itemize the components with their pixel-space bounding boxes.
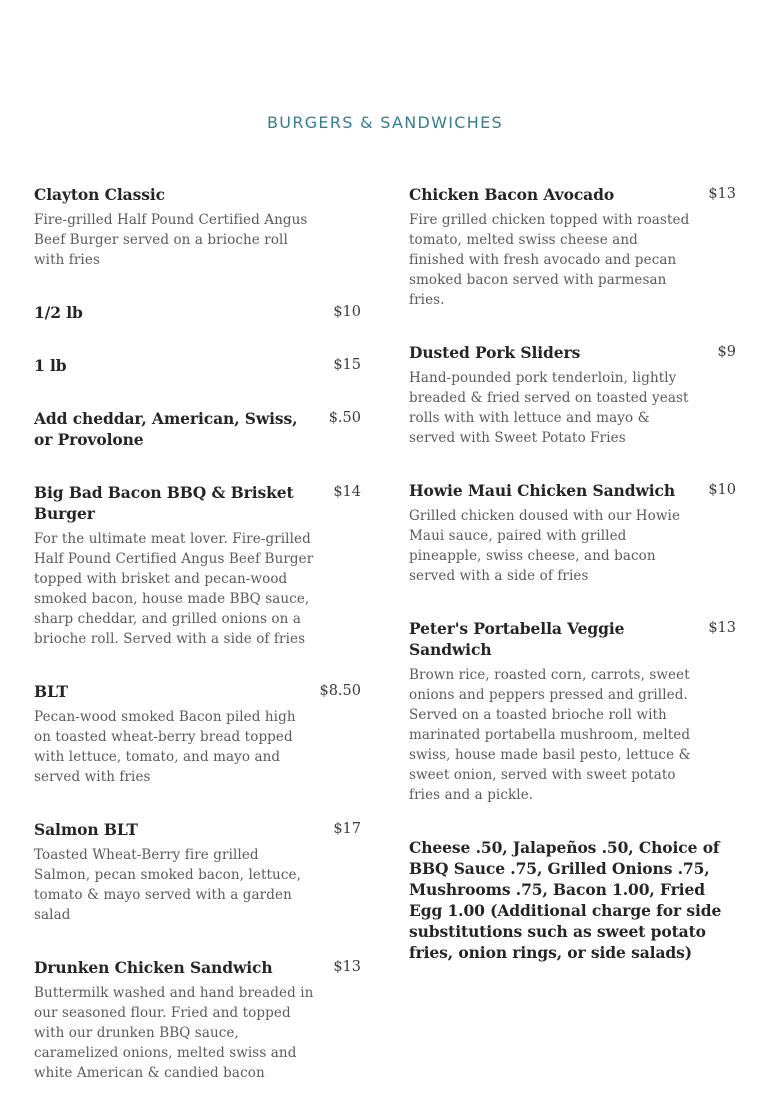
item-name: Add cheddar, American, Swiss, or Provolone (34, 409, 298, 449)
menu-item (409, 618, 736, 805)
item-price: $14 (333, 484, 361, 500)
item-name: Clayton Classic (34, 185, 165, 204)
section-title: BURGERS & SANDWICHES (267, 113, 503, 132)
menu-item (34, 355, 361, 376)
item-description: Hand-pounded pork tenderloin, lightly breaded & fried served on toasted yeast rolls with with lettuce and mayo & served with Sweet Potato Fries (409, 370, 689, 446)
item-price: $10 (333, 304, 361, 320)
menu-item (34, 482, 361, 649)
item-name: 1 lb (34, 356, 67, 375)
item-price: $.50 (328, 410, 361, 426)
menu-item (34, 819, 361, 925)
item-price: $13 (333, 959, 361, 975)
addons-note: Cheese .50, Jalapeños .50, Choice of BBQ Sauce .75, Grilled Onions .75, Mushrooms .75, Bacon 1.00, Fried Egg 1.00 (Additional charge for side substitutions such as sweet potato fries, onion rings, or side salads) (409, 838, 722, 962)
item-name: BLT (34, 682, 68, 701)
menu-item (34, 408, 361, 450)
menu-item (34, 681, 361, 787)
item-description: Toasted Wheat-Berry fire grilled Salmon, pecan smoked bacon, lettuce, tomato & mayo served with a garden salad (34, 847, 301, 923)
item-description: Brown rice, roasted corn, carrots, sweet onions and peppers pressed and grilled. Served on a toasted brioche roll with marinated portabella mushroom, melted swiss, house made basil pesto, lettuce & sweet onion, served with sweet potato fries and a pickle. (409, 667, 691, 803)
item-description: Fire-grilled Half Pound Certified Angus Beef Burger served on a brioche roll with fries (34, 212, 308, 268)
item-price: $13 (708, 620, 736, 636)
menu-column-right (409, 184, 736, 963)
item-name: Drunken Chicken Sandwich (34, 958, 273, 977)
item-description: Grilled chicken doused with our Howie Maui sauce, paired with grilled pineapple, swiss cheese, and bacon served with a side of fries (409, 508, 681, 584)
menu-item (409, 342, 736, 448)
item-price: $17 (333, 821, 361, 837)
item-description: Fire grilled chicken topped with roasted tomato, melted swiss cheese and finished with fresh avocado and pecan smoked bacon served with parmesan fries. (409, 212, 690, 308)
item-name: Chicken Bacon Avocado (409, 185, 615, 204)
item-description: Pecan-wood smoked Bacon piled high on toasted wheat-berry bread topped with lettuce, tomato, and mayo and served with fries (34, 709, 296, 785)
menu-column-left (34, 184, 361, 1083)
item-name: Howie Maui Chicken Sandwich (409, 481, 676, 500)
item-name: Salmon BLT (34, 820, 138, 839)
menu-item (34, 957, 361, 1083)
item-name: Peter's Portabella Veggie Sandwich (409, 619, 625, 659)
menu-item (34, 302, 361, 323)
item-price: $10 (708, 482, 736, 498)
item-price: $8.50 (319, 683, 361, 699)
item-name: Dusted Pork Sliders (409, 343, 581, 362)
item-description: For the ultimate meat lover. Fire-grilled Half Pound Certified Angus Beef Burger topped with brisket and pecan-wood smoked bacon, house made BBQ sauce, sharp cheddar, and grilled onions on a brioche roll. Served with a side of fries (34, 531, 314, 647)
item-name: 1/2 lb (34, 303, 83, 322)
item-price: $15 (333, 357, 361, 373)
menu-item (34, 184, 361, 270)
item-price: $13 (708, 186, 736, 202)
item-name: Big Bad Bacon BBQ & Brisket Burger (34, 483, 294, 523)
item-description: Buttermilk washed and hand breaded in our seasoned flour. Fried and topped with our drunken BBQ sauce, caramelized onions, melted swiss and white American & candied bacon (34, 985, 314, 1081)
menu-item (409, 480, 736, 586)
item-price: $9 (717, 344, 736, 360)
menu-item (409, 184, 736, 310)
